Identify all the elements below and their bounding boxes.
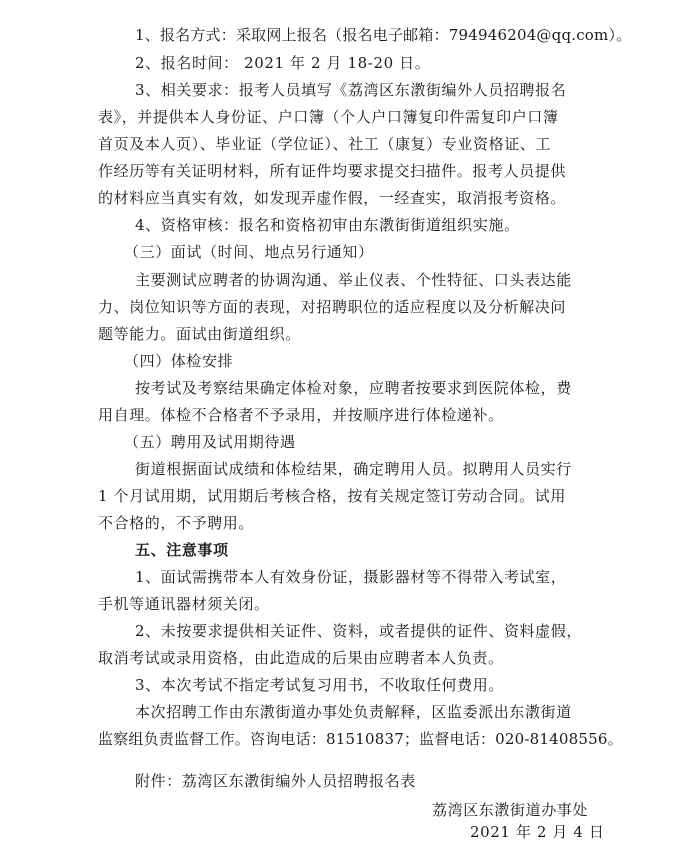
notes-line-1: 1、面试需携带本人有效身份证，摄影器材等不得带入考试室， [135, 568, 567, 586]
interview-line-3: 题等能力。面试由街道组织。 [98, 325, 301, 343]
employment-line-3: 不合格的，不予聘用。 [98, 514, 255, 532]
notes-line-5: 3、本次考试不指定考试复习用书，不收取任何费用。 [135, 676, 504, 694]
attachment-line: 附件：荔湾区东漖街编外人员招聘报名表 [135, 772, 416, 790]
requirements-line-1: 3、相关要求：报考人员填写《荔湾区东漖街编外人员招聘报名 [135, 81, 567, 99]
requirements-line-2: 表》，并提供本人身份证、户口簿（个人户口簿复印件需复印户口簿 [98, 108, 559, 126]
section-interview-heading: （三）面试（时间、地点另行通知） [124, 243, 374, 261]
requirements-line-3: 首页及本人页）、毕业证（学位证）、社工（康复）专业资格证、工 [98, 135, 552, 153]
employment-line-2: 1 个月试用期，试用期后考核合格，按有关规定签订劳动合同。试用 [98, 487, 566, 505]
issue-date: 2021 年 2 月 4 日 [470, 823, 605, 841]
explanation-line-2: 监察组负责监督工作。咨询电话：81510837；监督电话：020-81408556。 [98, 730, 623, 748]
explanation-line-1: 本次招聘工作由东漖街道办事处负责解释，区监委派出东漖街道 [135, 703, 572, 721]
requirements-line-4: 作经历等有关证明材料，所有证件均要求提交扫描件。报考人员提供 [98, 162, 567, 180]
section-employment-heading: （五）聘用及试用期待遇 [124, 433, 296, 451]
medical-line-1: 按考试及考察结果确定体检对象，应聘者按要求到医院体检，费 [135, 379, 572, 397]
notes-line-2: 手机等通讯器材须关闭。 [98, 595, 270, 613]
section-notes-heading: 五、注意事项 [135, 541, 229, 559]
interview-line-1: 主要测试应聘者的协调沟通、举止仪表、个性特征、口头表达能 [135, 271, 572, 289]
registration-time-line: 2、报名时间： 2021 年 2 月 18-20 日。 [135, 54, 431, 72]
notes-line-4: 取消考试或录用资格，由此造成的后果由应聘者本人负责。 [98, 649, 504, 667]
registration-method-line: 1、报名方式：采取网上报名（报名电子邮箱：794946204@qq.com）。 [135, 26, 632, 44]
requirements-line-5: 的材料应当真实有效，如发现弄虚作假，一经查实，取消报考资格。 [98, 189, 567, 207]
issuer-name: 荔湾区东漖街道办事处 [432, 801, 589, 819]
interview-line-2: 力、岗位知识等方面的表现，对招聘职位的适应程度以及分析解决问 [98, 298, 567, 316]
notes-line-3: 2、未按要求提供相关证件、资料，或者提供的证件、资料虚假， [135, 622, 582, 640]
employment-line-1: 街道根据面试成绩和体检结果，确定聘用人员。拟聘用人员实行 [135, 460, 572, 478]
section-medical-heading: （四）体检安排 [124, 352, 234, 370]
medical-line-2: 用自理。体检不合格者不予录用，并按顺序进行体检递补。 [98, 406, 504, 424]
qualification-review-line: 4、资格审核：报名和资格初审由东漖街街道组织实施。 [135, 216, 520, 234]
